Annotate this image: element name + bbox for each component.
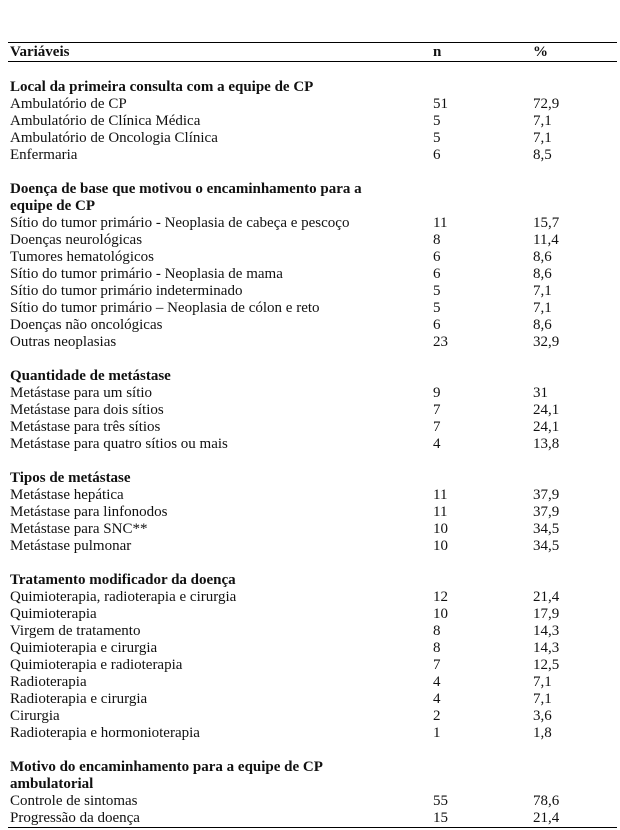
row-percent: 34,5 — [533, 521, 560, 537]
row-label: Radioterapia e hormonioterapia — [10, 725, 200, 741]
table-row — [8, 674, 617, 691]
section-title-row — [8, 198, 617, 215]
row-percent: 1,8 — [533, 725, 552, 741]
table-row — [8, 215, 617, 232]
row-n: 55 — [433, 793, 448, 809]
table-row — [8, 266, 617, 283]
table-row — [8, 385, 617, 402]
row-label: Quimioterapia e radioterapia — [10, 657, 183, 673]
row-percent: 31 — [533, 385, 548, 401]
row-n: 6 — [433, 249, 441, 265]
row-percent: 3,6 — [533, 708, 552, 724]
row-n: 5 — [433, 113, 441, 129]
spacer-row — [8, 164, 617, 181]
table-row — [8, 657, 617, 674]
section-title: Motivo do encaminhamento para a equipe de CP — [10, 759, 323, 775]
table-row — [8, 317, 617, 334]
row-percent: 7,1 — [533, 283, 552, 299]
table-row — [8, 283, 617, 300]
row-label: Metástase para três sítios — [10, 419, 161, 435]
row-percent: 24,1 — [533, 419, 560, 435]
table-row — [8, 232, 617, 249]
row-percent: 14,3 — [533, 623, 560, 639]
spacer-row — [8, 351, 617, 368]
row-label: Ambulatório de Oncologia Clínica — [10, 130, 218, 146]
row-n: 6 — [433, 266, 441, 282]
row-label: Tumores hematológicos — [10, 249, 155, 265]
row-n: 10 — [433, 606, 448, 622]
row-percent: 21,4 — [533, 589, 560, 605]
row-label: Quimioterapia — [10, 606, 97, 622]
section-title-row — [8, 572, 617, 589]
table-row — [8, 147, 617, 164]
row-percent: 8,5 — [533, 147, 552, 163]
section-title: Doença de base que motivou o encaminhamento para a — [10, 181, 362, 197]
section-title: Tratamento modificador da doença — [10, 572, 236, 588]
row-percent: 15,7 — [533, 215, 560, 231]
row-label: Metástase para um sítio — [10, 385, 153, 401]
row-label: Sítio do tumor primário – Neoplasia de cólon e reto — [10, 300, 320, 316]
row-label: Metástase hepática — [10, 487, 124, 503]
row-n: 12 — [433, 589, 448, 605]
row-n: 10 — [433, 538, 448, 554]
row-label: Metástase pulmonar — [10, 538, 132, 554]
row-n: 7 — [433, 657, 441, 673]
row-label: Doenças neurológicas — [10, 232, 143, 248]
table-row — [8, 249, 617, 266]
section-title-row — [8, 79, 617, 96]
row-n: 4 — [433, 691, 441, 707]
row-label: Ambulatório de CP — [10, 96, 127, 112]
row-n: 23 — [433, 334, 448, 350]
row-label: Quimioterapia, radioterapia e cirurgia — [10, 589, 237, 605]
section-title-row — [8, 470, 617, 487]
table-row — [8, 691, 617, 708]
row-percent: 13,8 — [533, 436, 560, 452]
row-label: Radioterapia e cirurgia — [10, 691, 148, 707]
section-title: Quantidade de metástase — [10, 368, 171, 384]
row-percent: 72,9 — [533, 96, 560, 112]
table-row — [8, 623, 617, 640]
row-n: 5 — [433, 300, 441, 316]
row-percent: 8,6 — [533, 249, 552, 265]
row-n: 4 — [433, 674, 441, 690]
row-n: 15 — [433, 810, 448, 826]
table-row — [8, 419, 617, 436]
row-percent: 11,4 — [533, 232, 559, 248]
row-label: Metástase para linfonodos — [10, 504, 168, 520]
section-title: ambulatorial — [10, 776, 94, 792]
row-label: Virgem de tratamento — [10, 623, 141, 639]
row-n: 7 — [433, 419, 441, 435]
row-n: 51 — [433, 96, 448, 112]
row-label: Sítio do tumor primário - Neoplasia de cabeça e pescoço — [10, 215, 350, 231]
row-n: 5 — [433, 283, 441, 299]
row-n: 8 — [433, 640, 441, 656]
row-percent: 7,1 — [533, 113, 552, 129]
table-row — [8, 708, 617, 725]
row-label: Doenças não oncológicas — [10, 317, 163, 333]
table-row — [8, 521, 617, 538]
header-n: n — [433, 44, 442, 60]
row-n: 11 — [433, 504, 448, 520]
row-percent: 14,3 — [533, 640, 560, 656]
table-row — [8, 334, 617, 351]
row-label: Enfermaria — [10, 147, 78, 163]
row-label: Metástase para dois sítios — [10, 402, 164, 418]
table-row — [8, 130, 617, 147]
row-percent: 7,1 — [533, 130, 552, 146]
data-table — [8, 42, 617, 828]
row-percent: 7,1 — [533, 691, 552, 707]
row-n: 1 — [433, 725, 441, 741]
table-body — [8, 62, 617, 827]
table-row — [8, 725, 617, 742]
row-n: 8 — [433, 232, 441, 248]
table-row — [8, 402, 617, 419]
spacer-row — [8, 453, 617, 470]
row-percent: 37,9 — [533, 487, 560, 503]
row-percent: 12,5 — [533, 657, 560, 673]
spacer-row — [8, 742, 617, 759]
row-label: Controle de sintomas — [10, 793, 138, 809]
table-row — [8, 538, 617, 555]
row-n: 2 — [433, 708, 441, 724]
row-label: Progressão da doença — [10, 810, 140, 826]
table-row — [8, 300, 617, 317]
spacer-row — [8, 555, 617, 572]
row-percent: 7,1 — [533, 300, 552, 316]
row-label: Ambulatório de Clínica Médica — [10, 113, 201, 129]
spacer-row — [8, 62, 617, 79]
row-n: 8 — [433, 623, 441, 639]
section-title-row — [8, 181, 617, 198]
row-percent: 21,4 — [533, 810, 560, 826]
row-percent: 8,6 — [533, 266, 552, 282]
table-row — [8, 640, 617, 657]
row-n: 6 — [433, 147, 441, 163]
row-n: 9 — [433, 385, 441, 401]
row-percent: 78,6 — [533, 793, 560, 809]
section-title: equipe de CP — [10, 198, 96, 214]
section-title-row — [8, 776, 617, 793]
row-percent: 34,5 — [533, 538, 560, 554]
row-percent: 32,9 — [533, 334, 560, 350]
row-n: 7 — [433, 402, 441, 418]
row-label: Metástase para SNC** — [10, 521, 148, 537]
row-n: 10 — [433, 521, 448, 537]
section-title-row — [8, 368, 617, 385]
header-percent: % — [533, 44, 548, 60]
table-row — [8, 589, 617, 606]
table-header — [8, 43, 617, 62]
table-row — [8, 487, 617, 504]
table-row — [8, 793, 617, 810]
row-label: Metástase para quatro sítios ou mais — [10, 436, 228, 452]
row-label: Radioterapia — [10, 674, 87, 690]
table-row — [8, 810, 617, 827]
row-percent: 17,9 — [533, 606, 560, 622]
row-percent: 7,1 — [533, 674, 552, 690]
row-n: 5 — [433, 130, 441, 146]
section-title-row — [8, 759, 617, 776]
table-row — [8, 96, 617, 113]
row-n: 4 — [433, 436, 441, 452]
row-label: Quimioterapia e cirurgia — [10, 640, 158, 656]
row-percent: 8,6 — [533, 317, 552, 333]
row-label: Sítio do tumor primário - Neoplasia de mama — [10, 266, 283, 282]
row-label: Cirurgia — [10, 708, 60, 724]
header-variables: Variáveis — [10, 44, 70, 60]
row-n: 11 — [433, 487, 448, 503]
table-row — [8, 606, 617, 623]
row-n: 11 — [433, 215, 448, 231]
table-row — [8, 504, 617, 521]
table-row — [8, 436, 617, 453]
row-label: Outras neoplasias — [10, 334, 117, 350]
row-label: Sítio do tumor primário indeterminado — [10, 283, 243, 299]
table-row — [8, 113, 617, 130]
row-percent: 24,1 — [533, 402, 560, 418]
section-title: Tipos de metástase — [10, 470, 131, 486]
row-n: 6 — [433, 317, 441, 333]
section-title: Local da primeira consulta com a equipe de CP — [10, 79, 314, 95]
row-percent: 37,9 — [533, 504, 560, 520]
